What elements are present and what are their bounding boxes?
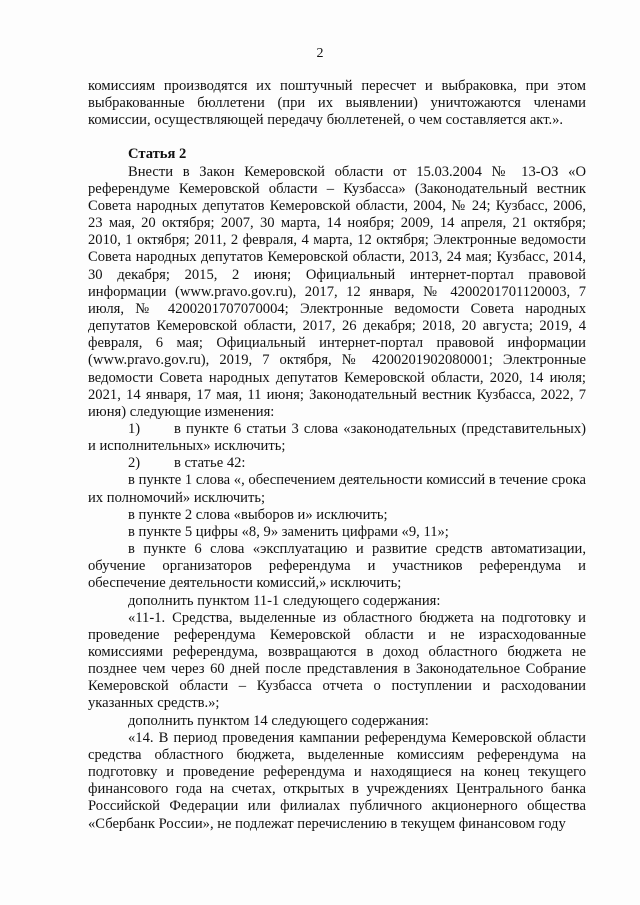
list-item-1 — [88, 421, 586, 455]
paragraph-continuation: комиссиям производятся их поштучный пересчет и выбраковка, при этом выбракованные бюллетени (при их выявлении) уничтожаются членами комиссии, осуществляющей передачу бюллетеней, о чем составляется акт.». — [88, 78, 586, 129]
paragraph-point-6: в пункте 6 слова «эксплуатацию и развитие средств автоматизации, обучение организаторов референдума и участников референдума и обеспечение деятельности комиссий,» исключить; — [88, 541, 586, 592]
article-heading: Статья 2 — [128, 146, 187, 163]
list-item-text: в пункте 6 статьи 3 слова «законодательных (представительных) и исполнительных» исключить; — [88, 420, 586, 455]
paragraph-add-11-1: дополнить пунктом 11-1 следующего содержания: — [128, 592, 441, 609]
paragraph-14-text: «14. В период проведения кампании референдума Кемеровской области средства областного бюджета, выделенные комиссиям референдума на подготовку и проведение референдума и находящиеся на конец текущего финансового года на счетах, открытых в учреждениях Центрального банка Российской Федерации или филиалах публичного акционерного общества «Сбербанк России», не подлежат перечислению в текущем финансовом году — [88, 729, 586, 832]
paragraph-point-1: в пункте 1 слова «, обеспечением деятельности комиссий в течение срока их полномочий» исключить; — [88, 472, 586, 506]
page-number: 2 — [316, 46, 324, 61]
document-body — [88, 78, 586, 833]
paragraph-amendment-intro: Внести в Закон Кемеровской области от 15.03.2004 № 13-ОЗ «О референдуме Кемеровской области – Кузбасса» (Законодательный вестник Совета народных депутатов Кемеровской области, 2004, № 24; Кузбасс, 2006, 23 мая, 20 октября; 2007, 30 марта, 14 ноября; 2009, 14 апреля, 21 октября; 2010, 1 октября; 2011, 2 февраля, 4 марта, 12 октября; Электронные ведомости Совета народных депутатов Кемеровской области, 2013, 24 мая; Кузбасс, 2014, 30 декабря; 2015, 2 июня; Официальный интернет-портал правовой информации (www.pravo.gov.ru), 2017, 12 января, № 4200201701120003, 7 июля, № 4200201707070004; Электронные ведомости Совета народных депутатов Кемеровской области, 2017, 26 декабря; 2018, 20 августа; 2019, 4 февраля, 6 мая; Официальный интернет-портал правовой информации (www.pravo.gov.ru), 2019, 7 октября, № 4200201902080001; Электронные ведомости Совета народных депутатов Кемеровской области, 2020, 14 июля; 2021, 14 января, 17 мая, 11 июня; Законодательный вестник Кузбасса, 2022, 7 июня) следующие изменения: — [88, 163, 586, 420]
list-number: 2) — [128, 455, 141, 472]
paragraph-point-2: в пункте 2 слова «выборов и» исключить; — [128, 506, 388, 523]
list-item-2 — [88, 455, 586, 472]
paragraph-11-1-text: «11-1. Средства, выделенные из областного бюджета на подготовку и проведение референдума Кемеровской области и не израсходованные комиссиями референдума, возвращаются в доход областного бюджета не позднее чем через 60 дней после представления в Законодательное Собрание Кемеровской области – Кузбасса отчета о поступлении и расходовании указанных средств.»; — [88, 609, 586, 712]
paragraph-add-14: дополнить пунктом 14 следующего содержания: — [128, 712, 429, 729]
paragraph-point-5: в пункте 5 цифры «8, 9» заменить цифрами «9, 11»; — [128, 523, 449, 540]
list-number: 1) — [128, 420, 141, 437]
list-item-text: в статье 42: — [174, 455, 246, 472]
